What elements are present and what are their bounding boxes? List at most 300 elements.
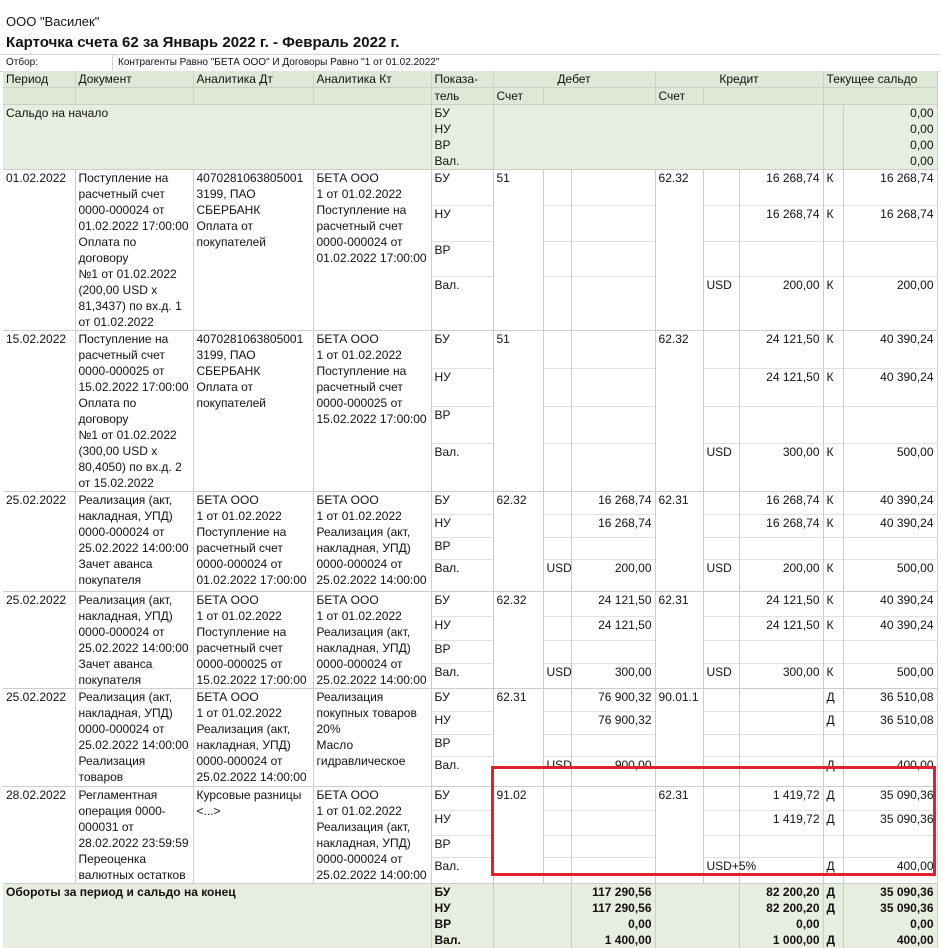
analytics-dt-line: 1 от 01.02.2022 <box>197 705 310 721</box>
col-analytics-kt: Аналитика Кт <box>313 71 431 88</box>
credit-amount: 16 268,74 <box>739 205 823 241</box>
analytics-kt-line: 25.02.2022 14:00:00 <box>317 672 428 688</box>
credit-amount: 24 121,50 <box>739 331 823 369</box>
credit-currency <box>703 331 739 369</box>
debit-account: 91.02 <box>493 787 543 884</box>
balance-side: К <box>823 331 843 369</box>
indicator-cell: ВР <box>431 406 493 444</box>
credit-total: 82 200,20 <box>739 900 823 916</box>
analytics-dt-line: расчетный счет <box>197 540 310 556</box>
balance-value: 200,00 <box>843 277 937 331</box>
document-line: Зачет аванса <box>79 656 190 672</box>
indicator-cell: ВР <box>431 538 493 560</box>
balance-side: К <box>823 277 843 331</box>
analytics-kt-line: БЕТА ООО <box>317 787 428 803</box>
credit-account: 62.31 <box>655 787 703 884</box>
indicator-cell: БУ <box>431 787 493 811</box>
indicator-cell: БУ <box>431 331 493 369</box>
balance-value <box>843 241 937 277</box>
document-line: 0000-000024 от <box>79 721 190 737</box>
col-debit: Дебет <box>493 71 655 88</box>
credit-currency <box>703 712 739 735</box>
debit-account: 62.32 <box>493 492 543 592</box>
debit-currency <box>543 205 571 241</box>
balance-side <box>823 121 843 137</box>
col-credit: Кредит <box>655 71 823 88</box>
debit-currency <box>543 406 571 444</box>
indicator-cell: Вал. <box>431 664 493 689</box>
analytics-dt-cell <box>193 331 313 492</box>
document-line: товаров <box>79 769 190 785</box>
analytics-dt-line: Оплата от <box>197 379 310 395</box>
debit-account: 51 <box>493 331 543 492</box>
totals-label: Обороты за период и сальдо на конец <box>3 884 431 948</box>
balance-value: 35 090,36 <box>843 811 937 835</box>
analytics-dt-line: 4070281063805001 <box>197 331 310 347</box>
credit-currency <box>703 787 739 811</box>
debit-amount <box>571 641 655 664</box>
balance-side <box>823 105 843 122</box>
analytics-kt-cell <box>313 331 431 492</box>
analytics-kt-line: 1 от 01.02.2022 <box>317 508 428 524</box>
balance-value: 16 268,74 <box>843 170 937 206</box>
analytics-dt-line: 3199, ПАО <box>197 347 310 363</box>
analytics-dt-line: Оплата от <box>197 218 310 234</box>
document-line: накладная, УПД) <box>79 508 190 524</box>
indicator-cell: НУ <box>431 205 493 241</box>
document-cell <box>75 331 193 492</box>
analytics-dt-line: 25.02.2022 14:00:00 <box>197 769 310 785</box>
analytics-kt-line: расчетный счет <box>317 218 428 234</box>
balance-side <box>823 406 843 444</box>
debit-currency <box>543 689 571 712</box>
analytics-dt-line: <...> <box>197 803 310 819</box>
analytics-kt-line: Поступление на <box>317 202 428 218</box>
indicator-cell: НУ <box>431 900 493 916</box>
period-cell: 25.02.2022 <box>3 592 75 689</box>
document-line: операция 0000- <box>79 803 190 819</box>
empty-cell <box>655 932 739 948</box>
credit-amount <box>739 406 823 444</box>
entry-row <box>3 689 937 712</box>
filter-label: Отбор: <box>6 57 38 68</box>
document-line: Зачет аванса <box>79 556 190 572</box>
filter-separator <box>112 55 113 71</box>
opening-label: Сальдо на начало <box>3 105 431 170</box>
credit-currency <box>703 492 739 515</box>
balance-value: 0,00 <box>843 105 937 122</box>
balance-side: К <box>823 205 843 241</box>
debit-currency <box>543 515 571 538</box>
balance-side: К <box>823 560 843 592</box>
document-line: расчетный счет <box>79 186 190 202</box>
credit-amount: 24 121,50 <box>739 592 823 617</box>
analytics-dt-line: СБЕРБАНК <box>197 202 310 218</box>
debit-currency <box>543 857 571 883</box>
analytics-dt-line: Поступление на <box>197 524 310 540</box>
indicator-cell: ВР <box>431 241 493 277</box>
balance-side: К <box>823 492 843 515</box>
balance-value: 40 390,24 <box>843 368 937 406</box>
analytics-dt-line: Курсовые разницы <box>197 787 310 803</box>
debit-amount: 16 268,74 <box>571 515 655 538</box>
document-line: (200,00 USD x <box>79 282 190 298</box>
document-line: №1 от 01.02.2022 <box>79 266 190 282</box>
document-cell <box>75 689 193 787</box>
credit-currency: USD <box>703 664 739 689</box>
debit-currency <box>543 492 571 515</box>
debit-amount <box>571 406 655 444</box>
filter-value: Контрагенты Равно "БЕТА ООО" И Договоры Равно "1 от 01.02.2022" <box>118 57 439 68</box>
col-analytics-dt: Аналитика Дт <box>193 71 313 88</box>
credit-currency <box>703 241 739 277</box>
document-line: Реализация (акт, <box>79 592 190 608</box>
indicator-cell: ВР <box>431 916 493 932</box>
analytics-kt-line: БЕТА ООО <box>317 492 428 508</box>
credit-amount: 16 268,74 <box>739 170 823 206</box>
balance-value <box>843 835 937 857</box>
credit-amount <box>739 735 823 757</box>
balance-side <box>823 137 843 153</box>
debit-amount <box>571 857 655 883</box>
document-line: №1 от 01.02.2022 <box>79 427 190 443</box>
analytics-kt-line: 1 от 01.02.2022 <box>317 186 428 202</box>
analytics-kt-line: 1 от 01.02.2022 <box>317 803 428 819</box>
document-line: (300,00 USD x <box>79 443 190 459</box>
analytics-dt-line: БЕТА ООО <box>197 492 310 508</box>
indicator-cell: БУ <box>431 592 493 617</box>
analytics-dt-line: 0000-000025 от <box>197 656 310 672</box>
document-line: валютных остатков <box>79 867 190 883</box>
analytics-dt-line: 4070281063805001 <box>197 170 310 186</box>
indicator-cell: НУ <box>431 616 493 641</box>
analytics-kt-line: БЕТА ООО <box>317 170 428 186</box>
document-line: Реализация (акт, <box>79 689 190 705</box>
debit-amount <box>571 538 655 560</box>
analytics-dt-line: БЕТА ООО <box>197 689 310 705</box>
debit-currency <box>543 811 571 835</box>
balance-side <box>823 735 843 757</box>
debit-currency <box>543 538 571 560</box>
document-line: Регламентная <box>79 787 190 803</box>
debit-amount <box>571 205 655 241</box>
credit-currency: USD <box>703 277 739 331</box>
analytics-kt-line: 0000-000024 от <box>317 556 428 572</box>
entry-row <box>3 592 937 617</box>
credit-currency <box>703 538 739 560</box>
balance-side: К <box>823 616 843 641</box>
document-line: 81,3437) по вх.д. 1 <box>79 298 190 314</box>
period-cell: 25.02.2022 <box>3 689 75 787</box>
indicator-cell: ВР <box>431 137 493 153</box>
balance-total: 35 090,36 <box>843 900 937 916</box>
credit-amount <box>739 757 823 787</box>
debit-amount <box>571 811 655 835</box>
document-line: Поступление на <box>79 170 190 186</box>
debit-currency <box>543 170 571 206</box>
debit-currency <box>543 368 571 406</box>
document-line: 25.02.2022 14:00:00 <box>79 540 190 556</box>
document-line: 000031 от <box>79 819 190 835</box>
debit-amount: 900,00 <box>571 757 655 787</box>
balance-value <box>843 406 937 444</box>
balance-value: 400,00 <box>843 757 937 787</box>
debit-currency <box>543 241 571 277</box>
balance-side: Д <box>823 811 843 835</box>
analytics-dt-line: 1 от 01.02.2022 <box>197 608 310 624</box>
account-card-table <box>3 71 938 948</box>
debit-amount <box>571 241 655 277</box>
debit-total: 1 400,00 <box>571 932 655 948</box>
debit-account: 62.31 <box>493 689 543 787</box>
balance-value: 40 390,24 <box>843 331 937 369</box>
empty-cell <box>655 900 739 916</box>
col-indicator-2: тель <box>431 88 493 105</box>
analytics-kt-line: накладная, УПД) <box>317 540 428 556</box>
balance-value: 36 510,08 <box>843 712 937 735</box>
empty-cell <box>655 884 739 901</box>
credit-currency: USD <box>703 560 739 592</box>
credit-amount <box>739 689 823 712</box>
indicator-cell: Вал. <box>431 444 493 492</box>
document-line: от 15.02.2022 <box>79 475 190 491</box>
analytics-kt-line: гидравлическое <box>317 753 428 769</box>
debit-currency: USD <box>543 757 571 787</box>
analytics-dt-cell <box>193 787 313 884</box>
period-cell: 25.02.2022 <box>3 492 75 592</box>
balance-value: 0,00 <box>843 153 937 170</box>
analytics-kt-line: 1 от 01.02.2022 <box>317 608 428 624</box>
credit-total: 82 200,20 <box>739 884 823 901</box>
analytics-dt-cell <box>193 689 313 787</box>
analytics-kt-cell <box>313 592 431 689</box>
document-line: расчетный счет <box>79 347 190 363</box>
credit-amount: 200,00 <box>739 277 823 331</box>
credit-amount <box>739 835 823 857</box>
period-cell: 01.02.2022 <box>3 170 75 331</box>
debit-total: 117 290,56 <box>571 900 655 916</box>
debit-currency <box>543 277 571 331</box>
balance-side <box>823 916 843 932</box>
credit-currency <box>703 205 739 241</box>
debit-amount: 200,00 <box>571 560 655 592</box>
document-line: 25.02.2022 14:00:00 <box>79 640 190 656</box>
analytics-dt-line: расчетный счет <box>197 640 310 656</box>
balance-value: 16 268,74 <box>843 205 937 241</box>
analytics-dt-line: БЕТА ООО <box>197 592 310 608</box>
analytics-kt-line: Реализация <box>317 689 428 705</box>
balance-value: 0,00 <box>843 137 937 153</box>
debit-total: 117 290,56 <box>571 884 655 901</box>
debit-amount <box>571 277 655 331</box>
balance-side: Д <box>823 932 843 948</box>
credit-currency: USD+5% <box>703 857 739 883</box>
analytics-dt-line: покупателей <box>197 395 310 411</box>
indicator-cell: НУ <box>431 515 493 538</box>
balance-value: 40 390,24 <box>843 492 937 515</box>
balance-side: К <box>823 664 843 689</box>
analytics-dt-line: Реализация (акт, <box>197 721 310 737</box>
document-line: накладная, УПД) <box>79 608 190 624</box>
analytics-kt-line: Масло <box>317 737 428 753</box>
analytics-dt-line: Поступление на <box>197 624 310 640</box>
indicator-cell: Вал. <box>431 757 493 787</box>
credit-amount: 1 419,72 <box>739 811 823 835</box>
balance-side <box>823 241 843 277</box>
document-cell <box>75 170 193 331</box>
analytics-kt-line: БЕТА ООО <box>317 592 428 608</box>
analytics-kt-line: накладная, УПД) <box>317 640 428 656</box>
indicator-cell: НУ <box>431 121 493 137</box>
balance-value <box>843 538 937 560</box>
document-line: 0000-000024 от <box>79 624 190 640</box>
debit-amount <box>571 735 655 757</box>
credit-currency <box>703 170 739 206</box>
credit-currency <box>703 592 739 617</box>
debit-currency <box>543 444 571 492</box>
credit-amount <box>739 641 823 664</box>
balance-value: 400,00 <box>843 857 937 883</box>
analytics-dt-line: 01.02.2022 17:00:00 <box>197 572 310 588</box>
analytics-dt-line: СБЕРБАНК <box>197 363 310 379</box>
credit-amount <box>739 241 823 277</box>
balance-value <box>843 735 937 757</box>
document-line: 0000-000024 от <box>79 202 190 218</box>
col-credit-account: Счет <box>655 88 703 105</box>
analytics-dt-line: накладная, УПД) <box>197 737 310 753</box>
credit-amount: 300,00 <box>739 444 823 492</box>
debit-currency <box>543 712 571 735</box>
credit-currency <box>703 515 739 538</box>
analytics-kt-line: 0000-000024 от <box>317 656 428 672</box>
document-line: Оплата по договору <box>79 395 190 427</box>
balance-side: Д <box>823 884 843 901</box>
balance-value: 500,00 <box>843 560 937 592</box>
balance-value: 36 510,08 <box>843 689 937 712</box>
credit-amount <box>739 538 823 560</box>
credit-amount: 16 268,74 <box>739 515 823 538</box>
debit-currency: USD <box>543 664 571 689</box>
analytics-kt-line: покупных товаров <box>317 705 428 721</box>
balance-side: К <box>823 444 843 492</box>
entry-row <box>3 331 937 369</box>
balance-side <box>823 538 843 560</box>
analytics-kt-line: Поступление на <box>317 363 428 379</box>
header-row-2 <box>3 88 937 105</box>
balance-side <box>823 835 843 857</box>
analytics-dt-line: 0000-000024 от <box>197 753 310 769</box>
indicator-cell: Вал. <box>431 277 493 331</box>
indicator-cell: НУ <box>431 811 493 835</box>
col-debit-account: Счет <box>493 88 543 105</box>
debit-currency: USD <box>543 560 571 592</box>
debit-currency <box>543 835 571 857</box>
document-line: от 01.02.2022 <box>79 314 190 330</box>
analytics-kt-cell <box>313 787 431 884</box>
empty-cell <box>493 916 571 932</box>
debit-amount <box>571 368 655 406</box>
analytics-dt-cell <box>193 492 313 592</box>
debit-amount <box>571 444 655 492</box>
analytics-dt-line: покупателей <box>197 234 310 250</box>
analytics-kt-line: 15.02.2022 17:00:00 <box>317 411 428 427</box>
indicator-cell: БУ <box>431 492 493 515</box>
balance-side: К <box>823 515 843 538</box>
analytics-kt-line: 25.02.2022 14:00:00 <box>317 572 428 588</box>
debit-currency <box>543 616 571 641</box>
debit-total: 0,00 <box>571 916 655 932</box>
period-cell: 28.02.2022 <box>3 787 75 884</box>
balance-total: 35 090,36 <box>843 884 937 901</box>
indicator-cell: БУ <box>431 884 493 901</box>
credit-currency <box>703 757 739 787</box>
document-line: Поступление на <box>79 331 190 347</box>
analytics-dt-cell <box>193 592 313 689</box>
analytics-kt-line: 0000-000025 от <box>317 395 428 411</box>
document-line: 80,4050) по вх.д. 2 <box>79 459 190 475</box>
credit-amount: 24 121,50 <box>739 368 823 406</box>
document-line: 15.02.2022 17:00:00 <box>79 379 190 395</box>
debit-currency <box>543 787 571 811</box>
document-line: 0000-000025 от <box>79 363 190 379</box>
indicator-cell: Вал. <box>431 932 493 948</box>
indicator-cell: БУ <box>431 689 493 712</box>
document-cell <box>75 492 193 592</box>
document-line: 0000-000024 от <box>79 524 190 540</box>
organization-name: ООО "Василек" <box>6 14 99 29</box>
opening-row <box>3 105 937 122</box>
empty-cell <box>493 105 823 122</box>
col-document: Документ <box>75 71 193 88</box>
credit-currency <box>703 616 739 641</box>
debit-account: 62.32 <box>493 592 543 689</box>
analytics-kt-cell <box>313 170 431 331</box>
credit-amount: 300,00 <box>739 664 823 689</box>
document-cell <box>75 787 193 884</box>
analytics-kt-cell <box>313 689 431 787</box>
document-line: 28.02.2022 23:59:59 <box>79 835 190 851</box>
balance-value: 500,00 <box>843 664 937 689</box>
credit-account: 90.01.1 <box>655 689 703 787</box>
indicator-cell: НУ <box>431 368 493 406</box>
balance-side: Д <box>823 900 843 916</box>
credit-total: 1 000,00 <box>739 932 823 948</box>
entry-row <box>3 492 937 515</box>
balance-total: 400,00 <box>843 932 937 948</box>
balance-side <box>823 641 843 664</box>
analytics-kt-line: расчетный счет <box>317 379 428 395</box>
balance-total: 0,00 <box>843 916 937 932</box>
analytics-kt-line: Реализация (акт, <box>317 624 428 640</box>
credit-account: 62.31 <box>655 492 703 592</box>
entry-row <box>3 787 937 811</box>
balance-side: К <box>823 170 843 206</box>
indicator-cell: Вал. <box>431 153 493 170</box>
credit-amount: 1 419,72 <box>739 787 823 811</box>
debit-amount: 76 900,32 <box>571 712 655 735</box>
debit-amount <box>571 787 655 811</box>
analytics-kt-line: Реализация (акт, <box>317 524 428 540</box>
balance-value: 35 090,36 <box>843 787 937 811</box>
balance-side: К <box>823 592 843 617</box>
credit-currency <box>703 735 739 757</box>
indicator-cell: БУ <box>431 105 493 122</box>
empty-cell <box>493 932 571 948</box>
analytics-kt-line: 20% <box>317 721 428 737</box>
document-line: 01.02.2022 17:00:00 <box>79 218 190 234</box>
empty-cell <box>493 884 571 901</box>
credit-account: 62.32 <box>655 170 703 331</box>
